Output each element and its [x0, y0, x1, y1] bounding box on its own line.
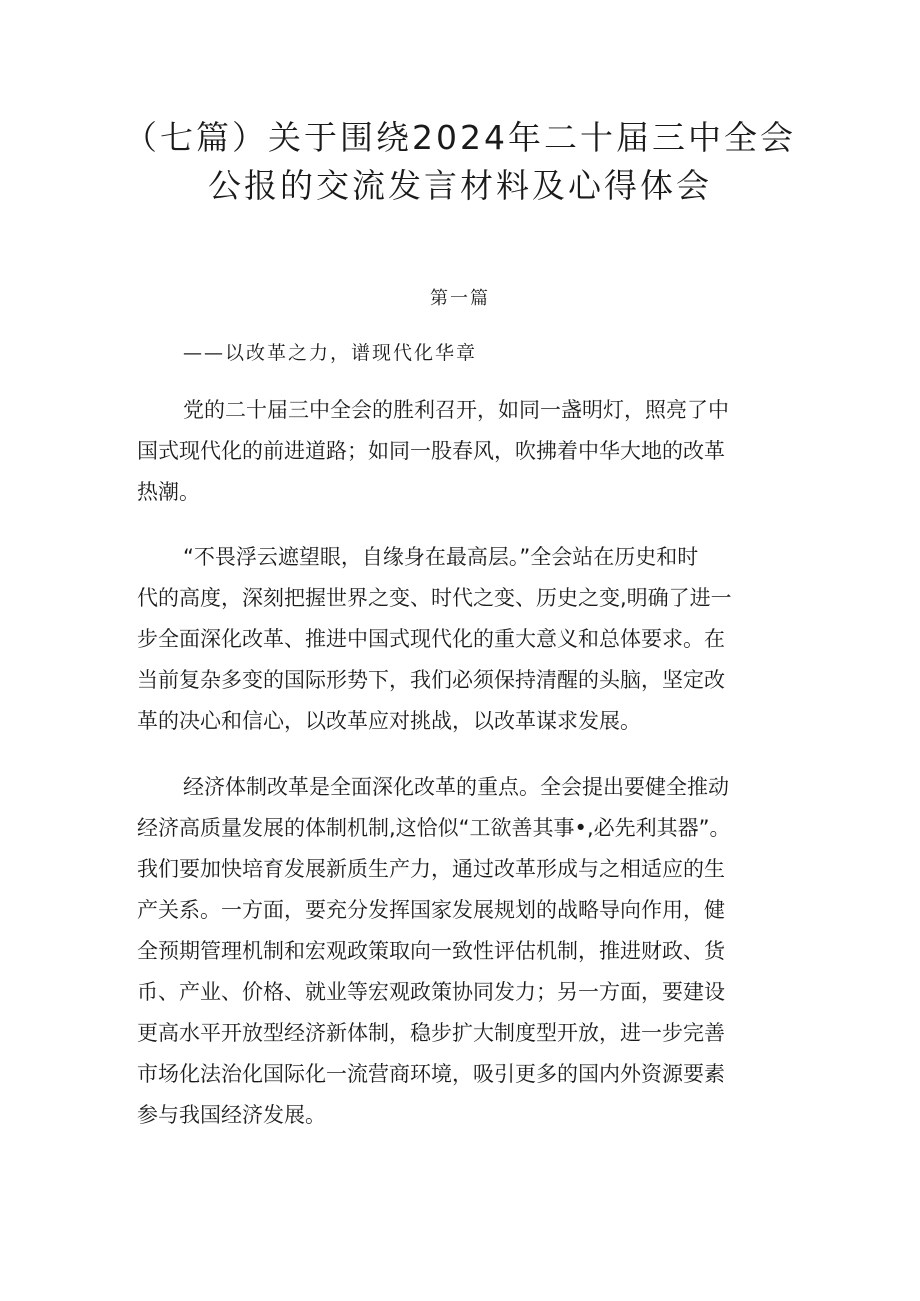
paragraph-line: 更高水平开放型经济新体制，稳步扩大制度型开放，进一步完善	[137, 1021, 725, 1045]
paragraph-line: 代的高度，深刻把握世界之变、时代之变、历史之变,明确了进一	[137, 586, 732, 610]
paragraph-line: 币、产业、价格、就业等宏观政策协同发力；另一方面，要建设	[137, 980, 725, 1004]
paragraph-line: 党的二十届三中全会的胜利召开，如同一盏明灯，照亮了中	[183, 398, 729, 422]
paragraph-line: 市场化法治化国际化一流营商环境，吸引更多的国内外资源要素	[137, 1062, 725, 1086]
paragraph-line: 经济体制改革是全面深化改革的重点。全会提出要健全推动	[183, 775, 729, 799]
paragraph-line: 革的决心和信心，以改革应对挑战，以改革谋求发展。	[137, 709, 641, 733]
paragraph-line: 参与我国经济发展。	[137, 1103, 326, 1127]
paragraph-line: 步全面深化改革、推进中国式现代化的重大意义和总体要求。在	[137, 627, 725, 651]
paragraph-line: 经济高质量发展的体制机制,这恰似“工欲善其事•,必先利其器”。	[137, 816, 731, 840]
chapter-label: 第一篇	[430, 288, 490, 309]
paragraph-line: 产关系。一方面，要充分发挥国家发展规划的战略导向作用，健	[137, 898, 725, 922]
paragraph-2	[137, 537, 797, 742]
paragraph-line: 我们要加快培育发展新质生产力，通过改革形成与之相适应的生	[137, 857, 725, 881]
paragraph-line: 当前复杂多变的国际形势下，我们必须保持清醒的头脑，坚定改	[137, 668, 725, 692]
document-title-line-2: 公报的交流发言材料及心得体会	[208, 166, 712, 205]
paragraph-line: “不畏浮云遮望眼，自缘身在最高层。”全会站在历史和时	[183, 545, 699, 569]
document-title-line-1: （七篇）关于围绕2024年二十届三中全会	[124, 118, 796, 157]
paragraph-3	[137, 767, 797, 1136]
paragraph-line: 国式现代化的前进道路；如同一股春风，吹拂着中华大地的改革	[137, 439, 725, 463]
paragraph-line: 全预期管理机制和宏观政策取向一致性评估机制，推进财政、货	[137, 939, 725, 963]
chapter-subtitle: ——以改革之力，谱现代化华章	[183, 342, 478, 364]
paragraph-1	[137, 390, 797, 513]
paragraph-line: 热潮。	[137, 480, 200, 504]
